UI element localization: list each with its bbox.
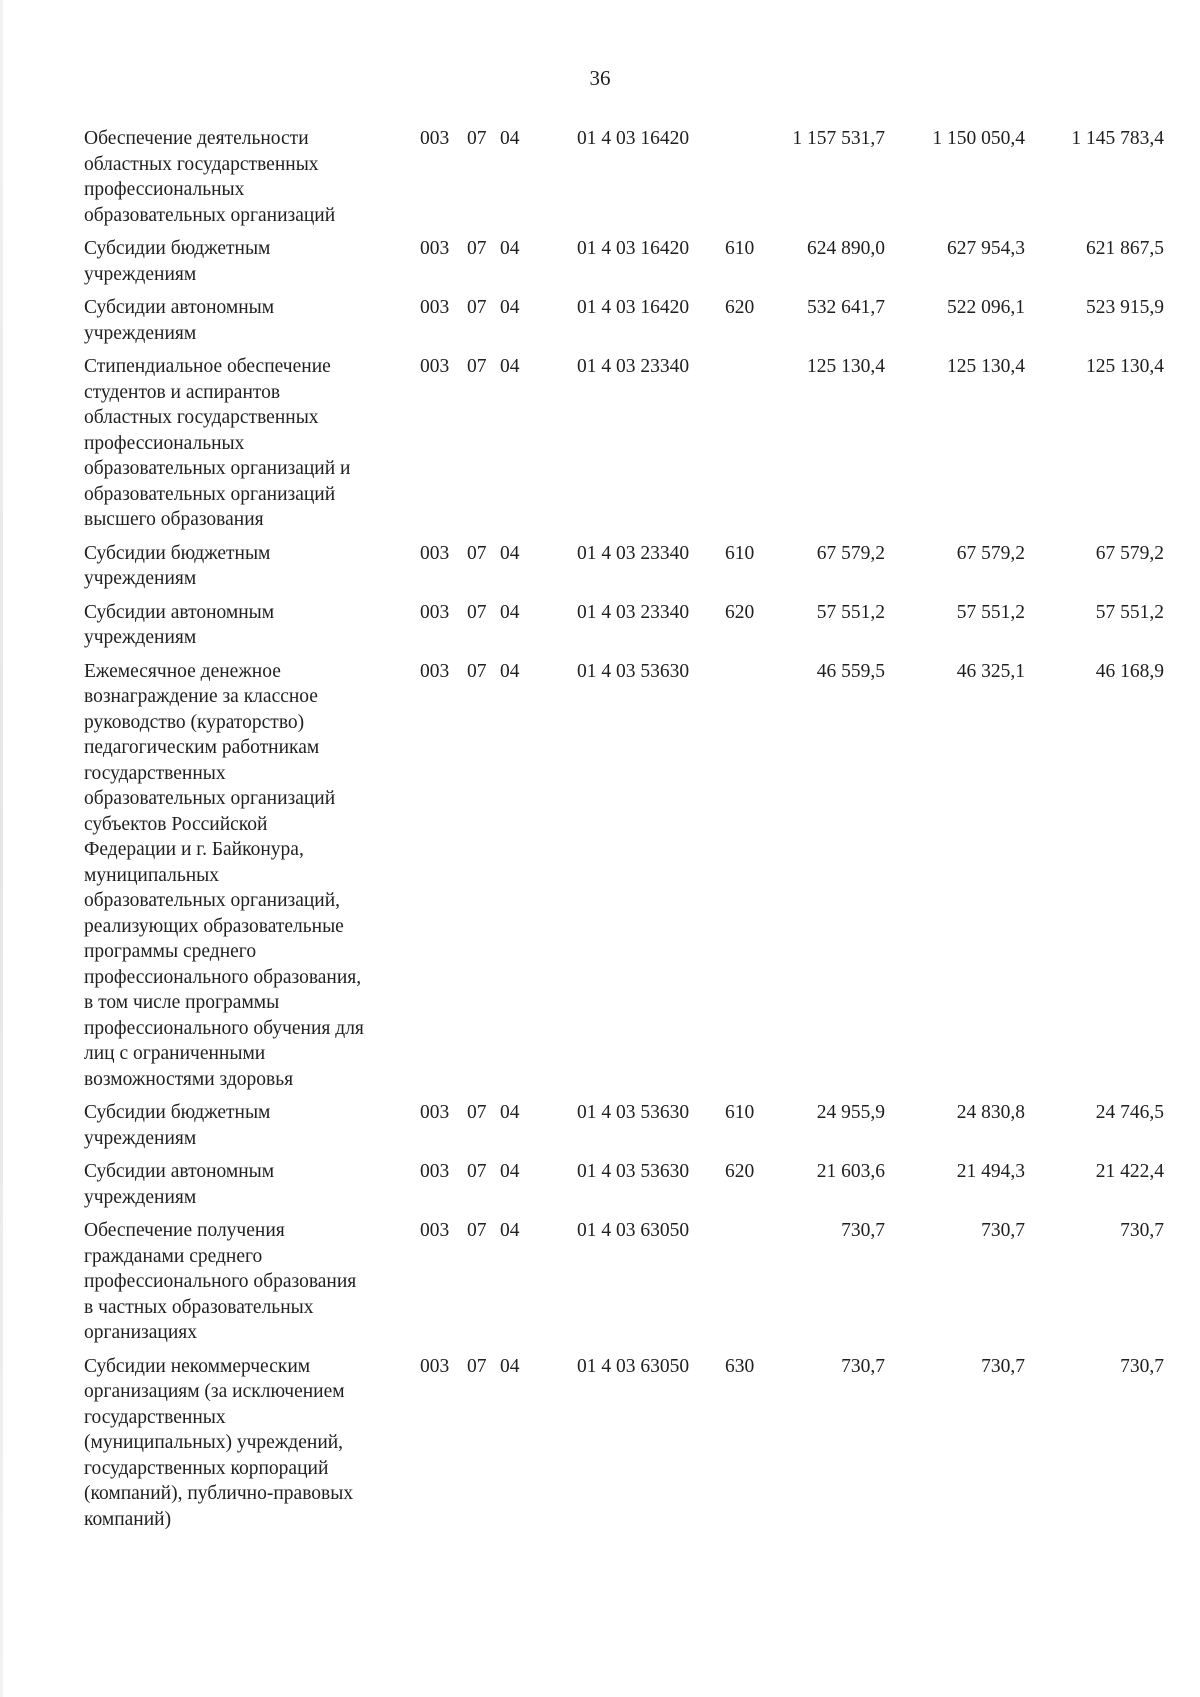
ministry-code: 003 (420, 542, 450, 564)
section-code: 07 (467, 542, 487, 564)
target-article-code: 01 4 03 16420 (577, 128, 690, 149)
ministry-code: 003 (420, 128, 450, 149)
table-row (84, 541, 1164, 592)
table-row (84, 126, 1164, 228)
target-article-code: 01 4 03 53630 (577, 1102, 690, 1123)
amount-year-2: 67 579,2 (956, 542, 1025, 564)
subsection-code: 04 (500, 1355, 520, 1377)
expense-type-code: 620 (725, 297, 755, 318)
subsection-code: 04 (500, 542, 520, 564)
amount-year-3: 46 168,9 (1095, 660, 1164, 682)
subsection-code: 04 (500, 1102, 520, 1123)
expense-type-code: 620 (725, 601, 755, 623)
row-name: Субсидии автономным учреждениям (84, 297, 275, 344)
subsection-code: 04 (500, 1220, 520, 1241)
amount-year-1: 1 157 531,7 (792, 128, 885, 149)
target-article-code: 01 4 03 53630 (577, 1161, 690, 1182)
target-article-code: 01 4 03 23340 (577, 601, 690, 623)
section-code: 07 (467, 128, 487, 149)
subsection-code: 04 (500, 1161, 520, 1182)
amount-year-2: 730,7 (981, 1220, 1025, 1241)
amount-year-3: 24 746,5 (1095, 1102, 1164, 1123)
table-row (84, 1159, 1164, 1210)
target-article-code: 01 4 03 63050 (577, 1355, 690, 1377)
table-row (84, 1218, 1164, 1346)
amount-year-1: 67 579,2 (816, 542, 885, 564)
amount-year-3: 621 867,5 (1086, 238, 1164, 259)
subsection-code: 04 (500, 128, 520, 149)
target-article-code: 01 4 03 23340 (577, 542, 690, 564)
table-row (84, 354, 1164, 533)
ministry-code: 003 (420, 1102, 450, 1123)
amount-year-1: 532 641,7 (807, 297, 885, 318)
row-name: Субсидии бюджетным учреждениям (84, 238, 271, 285)
amount-year-2: 730,7 (981, 1355, 1025, 1377)
row-name: Субсидии автономным учреждениям (84, 601, 275, 648)
ministry-code: 003 (420, 238, 450, 259)
section-code: 07 (467, 1161, 487, 1182)
amount-year-3: 57 551,2 (1095, 601, 1164, 623)
section-code: 07 (467, 356, 487, 377)
amount-year-3: 125 130,4 (1086, 356, 1164, 377)
row-name: Субсидии бюджетным учреждениям (84, 542, 271, 589)
subsection-code: 04 (500, 356, 520, 377)
amount-year-1: 46 559,5 (816, 660, 885, 682)
ministry-code: 003 (420, 297, 450, 318)
amount-year-1: 24 955,9 (816, 1102, 885, 1123)
table-row (84, 236, 1164, 287)
target-article-code: 01 4 03 16420 (577, 297, 690, 318)
amount-year-2: 46 325,1 (956, 660, 1025, 682)
row-name: Стипендиальное обеспечение студентов и аспирантов областных государственных профессиональных образовательных организаций и образовательных организаций высшего образования (84, 356, 351, 530)
table-row (84, 1100, 1164, 1151)
amount-year-3: 21 422,4 (1095, 1161, 1164, 1182)
expense-type-code: 610 (725, 238, 755, 259)
target-article-code: 01 4 03 23340 (577, 356, 690, 377)
budget-table (84, 126, 1164, 1540)
amount-year-2: 522 096,1 (947, 297, 1025, 318)
section-code: 07 (467, 238, 487, 259)
amount-year-3: 730,7 (1120, 1220, 1164, 1241)
expense-type-code: 610 (725, 1102, 755, 1123)
amount-year-2: 57 551,2 (956, 601, 1025, 623)
section-code: 07 (467, 297, 487, 318)
ministry-code: 003 (420, 356, 450, 377)
amount-year-1: 57 551,2 (816, 601, 885, 623)
section-code: 07 (467, 660, 487, 682)
amount-year-1: 125 130,4 (807, 356, 885, 377)
subsection-code: 04 (500, 297, 520, 318)
amount-year-2: 627 954,3 (947, 238, 1025, 259)
ministry-code: 003 (420, 1161, 450, 1182)
amount-year-1: 624 890,0 (807, 238, 885, 259)
ministry-code: 003 (420, 601, 450, 623)
subsection-code: 04 (500, 238, 520, 259)
ministry-code: 003 (420, 660, 450, 682)
row-name: Субсидии бюджетным учреждениям (84, 1102, 271, 1149)
section-code: 07 (467, 1220, 487, 1241)
target-article-code: 01 4 03 63050 (577, 1220, 690, 1241)
table-row (84, 295, 1164, 346)
row-name: Обеспечение получения гражданами среднего профессионального образования в частных образовательных организациях (84, 1220, 357, 1343)
row-name: Субсидии автономным учреждениям (84, 1161, 275, 1208)
page-number: 36 (589, 66, 611, 90)
table-row (84, 1354, 1164, 1533)
expense-type-code: 610 (725, 542, 755, 564)
table-row (84, 600, 1164, 651)
amount-year-1: 21 603,6 (816, 1161, 885, 1182)
expense-type-code: 630 (725, 1355, 755, 1377)
scan-edge (0, 0, 3, 1697)
amount-year-2: 125 130,4 (947, 356, 1025, 377)
ministry-code: 003 (420, 1220, 450, 1241)
ministry-code: 003 (420, 1355, 450, 1377)
target-article-code: 01 4 03 16420 (577, 238, 690, 259)
expense-type-code: 620 (725, 1161, 755, 1182)
subsection-code: 04 (500, 601, 520, 623)
amount-year-2: 1 150 050,4 (932, 128, 1025, 149)
amount-year-3: 523 915,9 (1086, 297, 1164, 318)
amount-year-2: 24 830,8 (956, 1102, 1025, 1123)
row-name: Обеспечение деятельности областных государственных профессиональных образовательных организаций (84, 128, 336, 226)
section-code: 07 (467, 601, 487, 623)
target-article-code: 01 4 03 53630 (577, 660, 690, 682)
table-row (84, 659, 1164, 1093)
section-code: 07 (467, 1102, 487, 1123)
row-name: Субсидии некоммерческим организациям (за исключением государственных (муниципальных) учреждений, государственных корпораций (компаний), публично-правовых компаний) (84, 1355, 354, 1530)
subsection-code: 04 (500, 660, 520, 682)
row-name: Ежемесячное денежное вознаграждение за классное руководство (кураторство) педагогическим работникам государственных образовательных организаций субъектов Российской Федерации и г. Байконура, муниципальных образовательных организаций, реализующих образовательные программы среднего профессионального образования, в том числе программы профессионального обучения для лиц с ограниченными возможностями здоровья (84, 660, 364, 1090)
amount-year-1: 730,7 (841, 1355, 885, 1377)
amount-year-3: 730,7 (1120, 1355, 1164, 1377)
amount-year-3: 1 145 783,4 (1071, 128, 1164, 149)
section-code: 07 (467, 1355, 487, 1377)
amount-year-2: 21 494,3 (956, 1161, 1025, 1182)
amount-year-3: 67 579,2 (1095, 542, 1164, 564)
amount-year-1: 730,7 (841, 1220, 885, 1241)
